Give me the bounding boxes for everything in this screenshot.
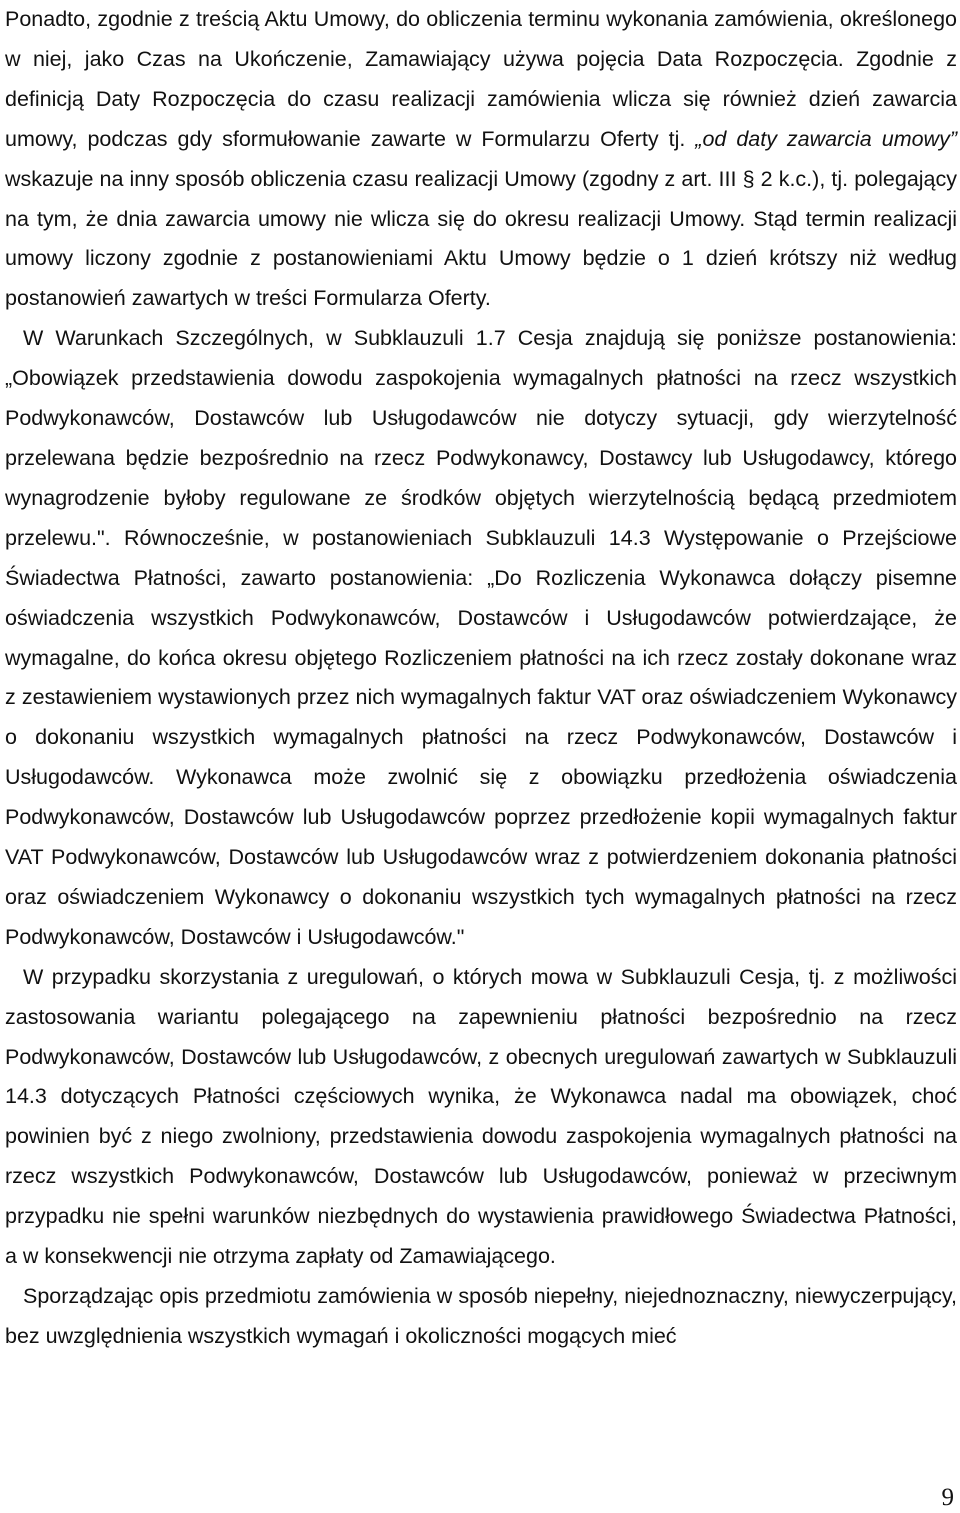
- paragraph-text: wskazuje na inny sposób obliczenia czasu realizacji Umowy (zgodny z art. III: [5, 166, 743, 191]
- paragraph-uregulowania: W przypadku skorzystania z uregulowań, o których mowa w Subklauzuli Cesja, tj. z możliwości zastosowania wariantu polegającego na zapewnieniu płatności bezpośrednio na rzecz Podwykonawców, Dostawców lub Usługodawców, z obecnych uregulowań zawartych w Subklauzuli 14.3 dotyczących Płatności częściowych wynika, że Wykonawca nadal ma obowiązek, choć powinien być z niego zwolniony, przedstawienia dowodu zaspokojenia wymagalnych płatności na rzecz wszystkich Podwykonawców, Dostawców lub Usługodawców, ponieważ w przeciwnym przypadku nie spełni warunków niezbędnych do wystawienia prawidłowego Świadectwa Płatności, a w konsekwencji nie otrzyma zapłaty od Zamawiającego.: [5, 964, 957, 1269]
- document-page: [5, 0, 957, 1357]
- paragraph-text: 2 k.c.), tj. polegający na tym, że dnia zawarcia umowy nie wlicza się do okresu realizacji Umowy. Stąd termin realizacji umowy liczony zgodnie z postanowieniami Aktu Umowy będzie o 1 dzień krótszy niż według postanowień zawartych w treści Formularza Oferty.: [5, 166, 958, 311]
- paragraph-text: Ponadto, zgodnie z treścią Aktu Umowy, do obliczenia terminu wykonania zamówienia, określonego w niej, jako Czas na Ukończenie, Zamawiający używa pojęcia Data Rozpoczęcia. Zgodnie z definicją Daty Rozpoczęcia do czasu realizacji zamówienia wlicza się również dzień zawarcia umowy, podczas gdy sformułowanie zawarte w Formularzu Oferty tj.: [5, 7, 957, 151]
- quoted-phrase: „od daty zawarcia umowy”: [695, 126, 957, 151]
- section-sign: §: [742, 166, 755, 191]
- page-number: 9: [941, 1484, 954, 1511]
- paragraph-data-rozpoczecia: [5, 0, 957, 319]
- paragraph-opis-przedmiotu: Sporządzając opis przedmiotu zamówienia w sposób niepełny, niejednoznaczny, niewyczerpujący, bez uwzględnienia wszystkich wymagań i okoliczności mogących mieć: [5, 1284, 957, 1348]
- paragraph-cesja: W Warunkach Szczególnych, w Subklauzuli 1.7 Cesja znajdują się poniższe postanowienia: „Obowiązek przedstawienia dowodu zaspokojenia wymagalnych płatności na rzecz wszystkich Podwykonawców, Dostawców lub Usługodawców nie dotyczy sytuacji, gdy wierzytelność przelewana będzie bezpośrednio na rzecz Podwykonawcy, Dostawcy lub Usługodawcy, którego wynagrodzenie byłoby regulowane ze środków objętych wierzytelnością będącą przedmiotem przelewu.". Równocześnie, w postanowieniach Subklauzuli 14.3 Występowanie o Przejściowe Świadectwa Płatności, zawarto postanowienia: „Do Rozliczenia Wykonawca dołączy pisemne oświadczenia wszystkich Podwykonawców, Dostawców i Usługodawców potwierdzające, że wymagalne, do końca okresu objętego Rozliczeniem płatności na ich rzecz zostały dokonane wraz z zestawieniem wystawionych przez nich wymagalnych faktur VAT oraz oświadczeniem Wykonawcy o dokonaniu wszystkich wymagalnych płatności na rzecz Podwykonawców, Dostawców i Usługodawców. Wykonawca może zwolnić się z obowiązku przedłożenia oświadczenia Podwykonawców, Dostawców lub Usługodawców poprzez przedłożenie kopii wymagalnych faktur VAT Podwykonawców, Dostawców lub Usługodawców wraz z potwierdzeniem dokonania płatności oraz oświadczeniem Wykonawcy o dokonaniu wszystkich tych wymagalnych płatności na rzecz Podwykonawców, Dostawców i Usługodawców.": [5, 326, 957, 949]
